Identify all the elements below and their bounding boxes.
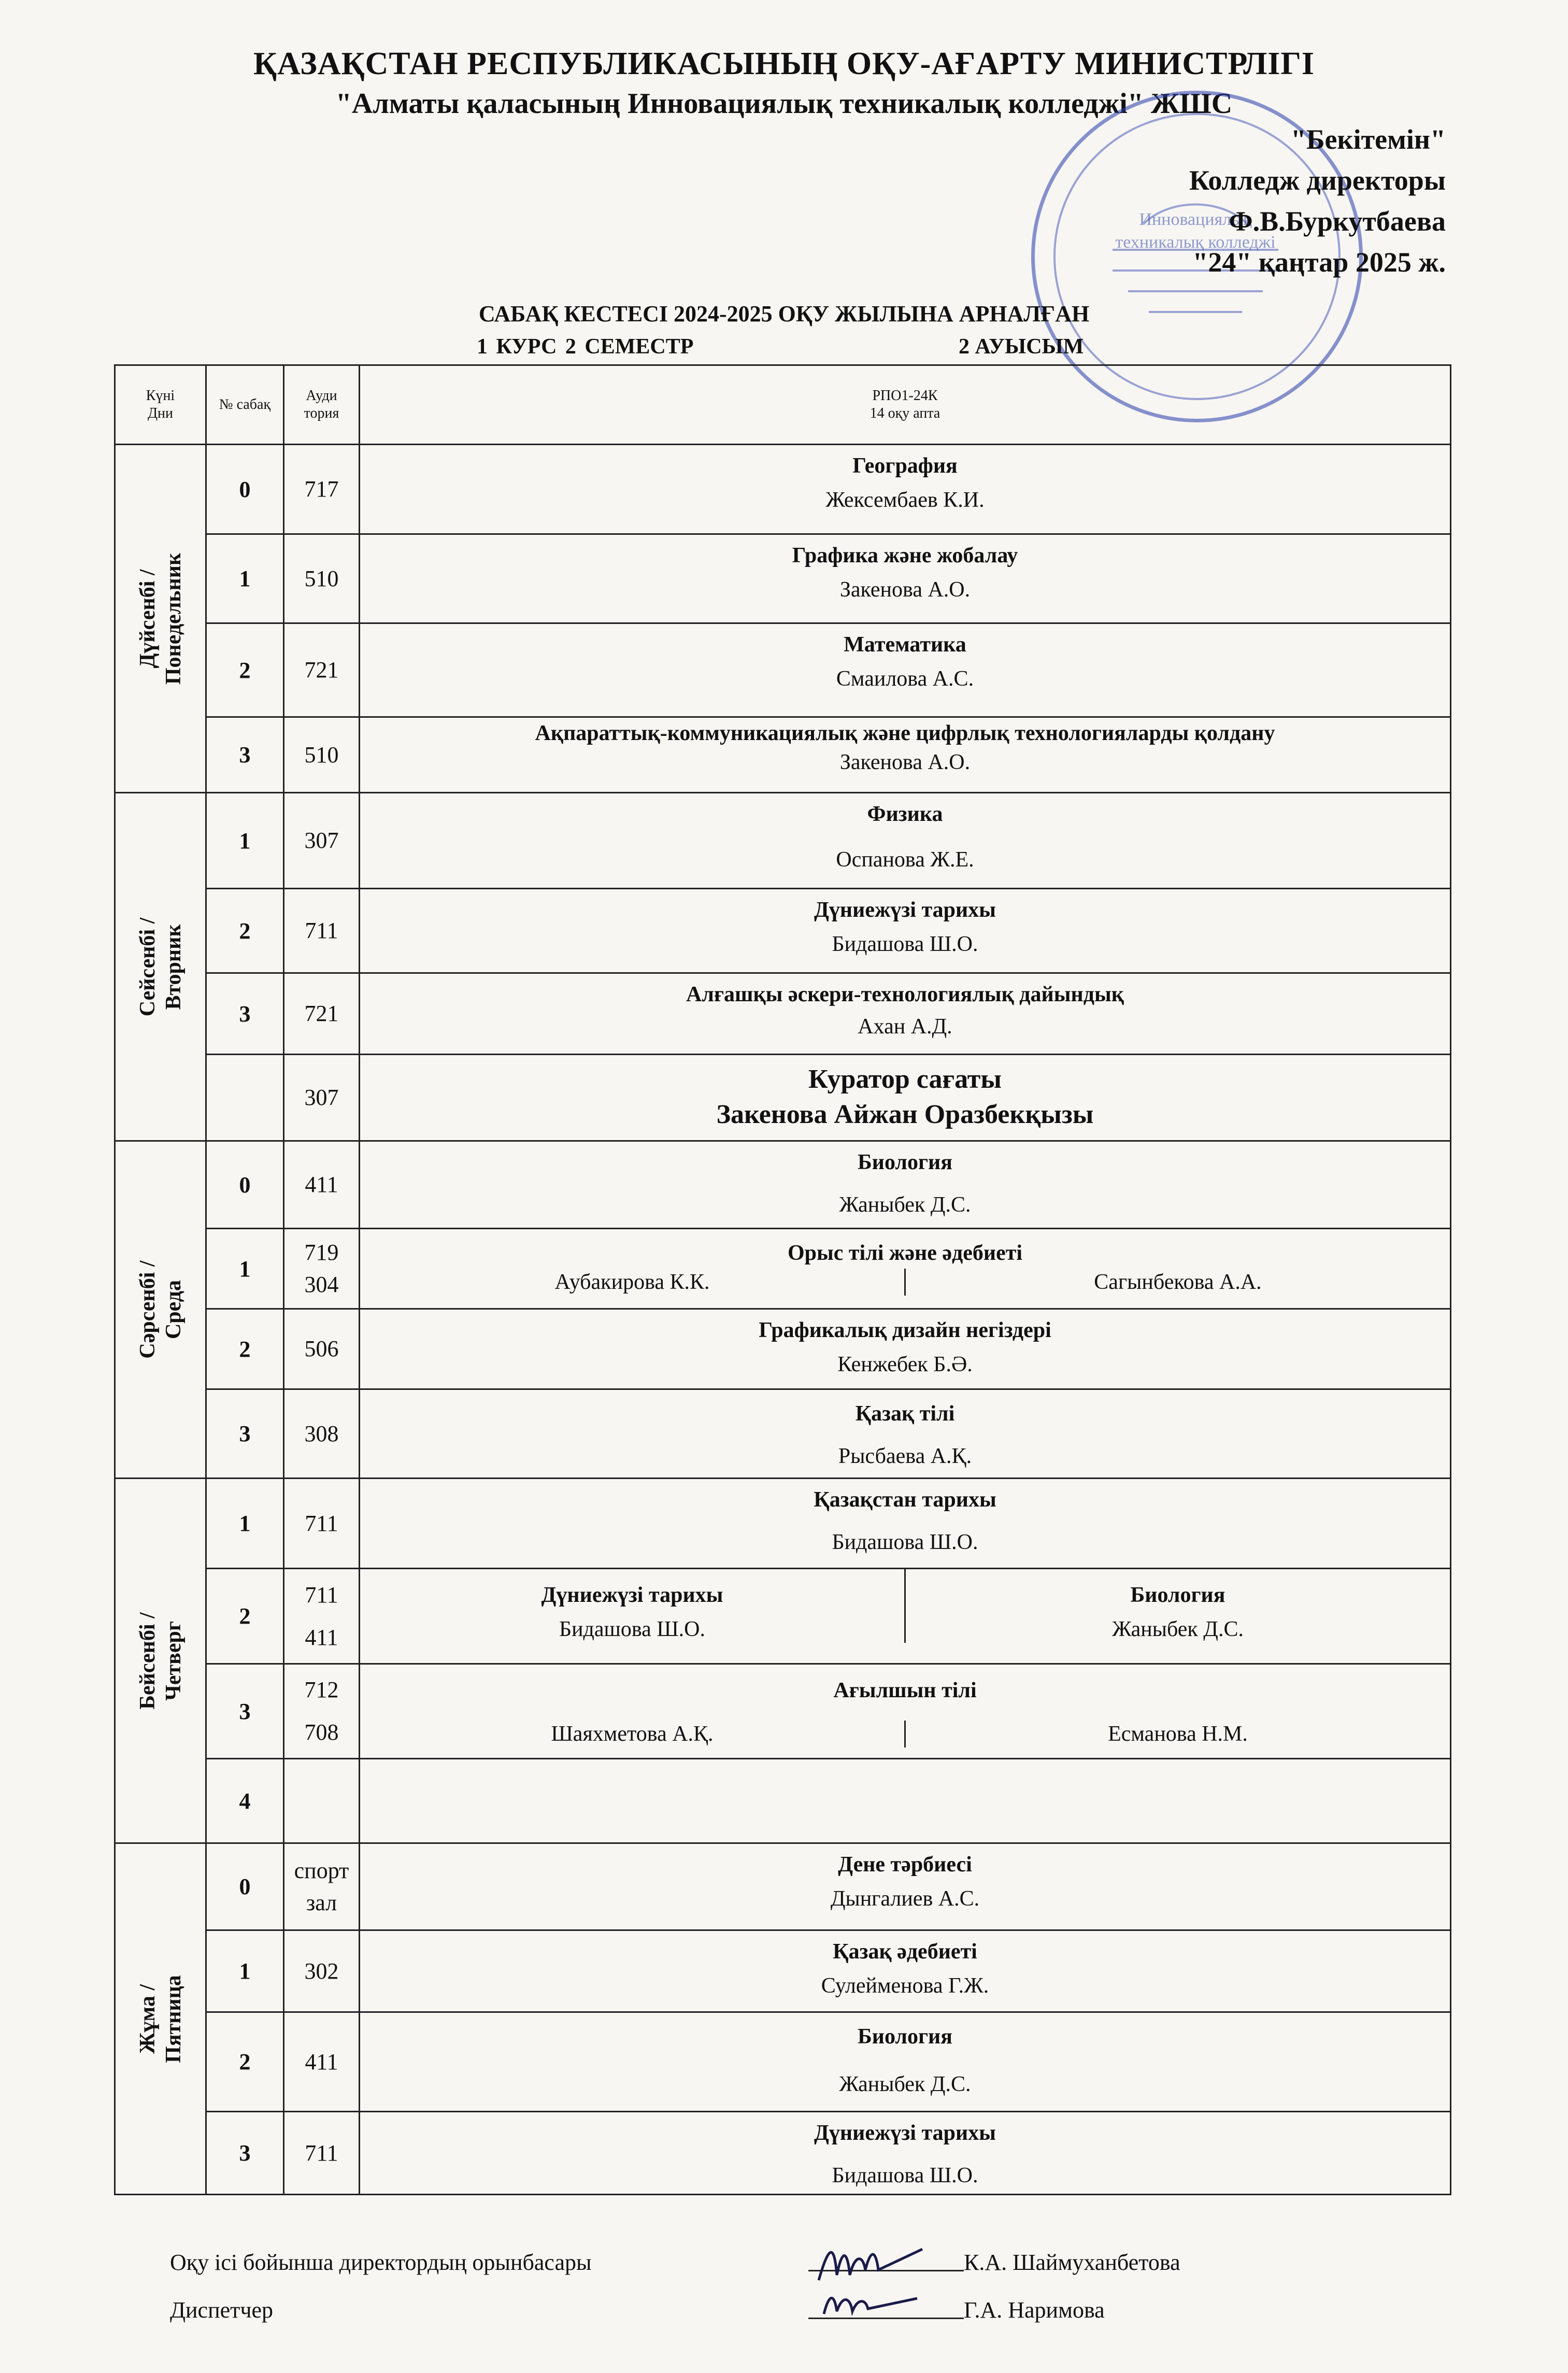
lesson-number: 3 <box>206 1389 284 1479</box>
course-semester: 1 КУРС 2 СЕМЕСТР <box>477 335 694 359</box>
subject-b: Биология <box>1130 1583 1225 1607</box>
subject-name: Дүниежүзі тарихы <box>814 2121 996 2145</box>
subject-name: Қазақстан тарихы <box>814 1488 996 1512</box>
approval-line-4: "24" қаңтар 2025 ж. <box>1192 247 1446 278</box>
day-cell-tuesday: Сейсенбі / Вторник <box>115 793 206 1141</box>
lesson-cell <box>360 1141 1451 1229</box>
stamp-text: Инновациялық техникалық колледжі <box>1115 210 1276 252</box>
subject-name: Ағылшын тілі <box>833 1679 977 1702</box>
room-a: 719 <box>304 1240 339 1265</box>
lesson-column-header: № сабақ <box>206 365 284 445</box>
group-column-header <box>360 365 1451 445</box>
room-cell <box>284 1843 360 1930</box>
table-row <box>115 1569 1451 1664</box>
dispatcher-signature-icon <box>819 2283 933 2324</box>
curator-hour-label: Куратор сағаты <box>808 1064 1002 1094</box>
subject-name: География <box>852 454 958 478</box>
lesson-cell <box>360 1930 1451 2012</box>
subject-name: Математика <box>844 633 966 657</box>
teacher-name: Бидашова Ш.О. <box>832 932 978 956</box>
lesson-cell <box>360 534 1451 623</box>
table-row <box>115 793 1451 889</box>
lesson-cell <box>360 623 1451 717</box>
subject-name: Қазақ әдебиеті <box>833 1940 977 1964</box>
subject-name: Графикалық дизайн негіздері <box>759 1318 1051 1342</box>
lesson-cell <box>360 1843 1451 1930</box>
table-row <box>115 623 1451 717</box>
group-name: РПО1-24К <box>872 388 938 404</box>
lesson-number: 2 <box>206 1309 284 1389</box>
room-cell: 711 <box>284 889 360 973</box>
teacher-name: Жексембаев К.И. <box>825 488 985 512</box>
table-row <box>115 2012 1451 2112</box>
teacher-name: Закенова А.О. <box>839 578 971 602</box>
table-row <box>115 1664 1451 1759</box>
day-cell-friday: Жұма / Пятница <box>115 1843 206 2195</box>
table-row <box>115 445 1451 534</box>
table-row <box>115 1843 1451 1930</box>
room-cell: 308 <box>284 1389 360 1479</box>
subject-name: Биология <box>858 2025 952 2049</box>
room-cell: 711 <box>284 2112 360 2195</box>
dispatcher-title: Диспетчер <box>170 2297 274 2323</box>
teacher-name: Сулейменова Г.Ж. <box>821 1974 989 1998</box>
teacher-name: Жаныбек Д.С. <box>839 1193 971 1217</box>
teacher-name: Жаныбек Д.С. <box>839 2072 971 2096</box>
table-header-row <box>115 365 1451 445</box>
teacher-name: Оспанова Ж.Е. <box>836 848 974 872</box>
subject-name: Графика және жобалау <box>792 544 1018 567</box>
subject-name: Физика <box>867 802 943 826</box>
lesson-cell <box>360 1479 1451 1569</box>
lesson-number: 0 <box>206 1843 284 1930</box>
subject-name: Қазақ тілі <box>855 1402 955 1426</box>
day-cell-monday: Дүйсенбі / Понедельник <box>115 445 206 793</box>
dispatcher-name: Г.А. Наримова <box>964 2297 1105 2323</box>
day-cell-thursday: Бейсенбі / Четверг <box>115 1479 206 1843</box>
subject-a: Дүниежүзі тарихы <box>541 1583 723 1607</box>
teacher-name: Смаилова А.С. <box>836 667 974 691</box>
lesson-cell <box>360 1389 1451 1479</box>
table-row <box>115 1141 1451 1229</box>
table-row <box>115 889 1451 973</box>
subject-name: Орыс тілі және әдебиеті <box>787 1241 1023 1265</box>
schedule-table <box>114 364 1451 2195</box>
approval-block <box>1189 119 1446 283</box>
college-title: "Алматы қаласының Инновациялық техникалық колледжі" ЖШС <box>335 88 1233 120</box>
teacher-name: Кенжебек Б.Ә. <box>837 1353 973 1376</box>
ministry-title: ҚАЗАҚСТАН РЕСПУБЛИКАСЫНЫҢ ОҚУ-АҒАРТУ МИНИСТРЛІГІ <box>253 46 1315 81</box>
room-cell <box>284 1229 360 1309</box>
teacher-a: Бидашова Ш.О. <box>559 1617 706 1641</box>
subject-name: Ақпараттық-коммуникациялық және цифрлық технологияларды қолдану <box>535 721 1275 745</box>
room-cell <box>284 1664 360 1759</box>
table-row <box>115 1309 1451 1389</box>
teacher-name: Закенова А.О. <box>839 750 971 774</box>
approval-line-1: "Бекітемін" <box>1290 124 1446 155</box>
room-a: 712 <box>304 1677 339 1702</box>
table-row <box>115 1479 1451 1569</box>
room-a: 711 <box>305 1582 338 1608</box>
lesson-number: 0 <box>206 1141 284 1229</box>
subject-name: Дене тәрбиесі <box>838 1853 972 1877</box>
lesson-number: 3 <box>206 1664 284 1759</box>
table-row <box>115 534 1451 623</box>
lesson-number: 4 <box>206 1759 284 1843</box>
room-cell: 721 <box>284 623 360 717</box>
teacher-a: Аубакирова К.К. <box>360 1269 906 1296</box>
table-row <box>115 2112 1451 2195</box>
room-cell: 506 <box>284 1309 360 1389</box>
deputy-title: Оқу ісі бойынша директордың орынбасары <box>170 2250 592 2275</box>
room-cell <box>284 1569 360 1664</box>
room-b: 708 <box>304 1720 339 1745</box>
room-cell: 717 <box>284 445 360 534</box>
lesson-cell <box>360 889 1451 973</box>
lesson-number: 3 <box>206 717 284 793</box>
lesson-cell-split <box>360 1664 1451 1759</box>
curator-hour-cell <box>360 1055 1451 1141</box>
teacher-b: Сагынбекова А.А. <box>1094 1270 1262 1294</box>
lesson-number: 2 <box>206 1569 284 1664</box>
lesson-number: 2 <box>206 889 284 973</box>
shift-label: 2 АУЫСЫМ <box>959 335 1084 359</box>
room-b: зал <box>306 1889 337 1915</box>
table-row <box>115 973 1451 1055</box>
room-cell: 307 <box>284 793 360 889</box>
lesson-number: 1 <box>206 1479 284 1569</box>
approval-line-2: Колледж директоры <box>1189 165 1446 196</box>
room-cell: 307 <box>284 1055 360 1141</box>
table-row <box>115 1389 1451 1479</box>
lesson-number: 1 <box>206 1930 284 2012</box>
lesson-half-b <box>906 1569 1450 1643</box>
room-b: 304 <box>304 1272 339 1297</box>
lesson-number: 3 <box>206 973 284 1055</box>
deputy-name: К.А. Шаймуханбетова <box>964 2250 1180 2275</box>
lesson-cell <box>360 445 1451 534</box>
lesson-cell <box>360 1309 1451 1389</box>
subject-name: Дүниежүзі тарихы <box>814 898 996 922</box>
table-row <box>115 717 1451 793</box>
lesson-cell <box>360 793 1451 889</box>
table-row <box>115 1759 1451 1843</box>
room-cell: 510 <box>284 534 360 623</box>
schedule-title: САБАҚ КЕСТЕСІ 2024-2025 ОҚУ ЖЫЛЫНА АРНАЛҒАН <box>478 301 1090 326</box>
lesson-number: 1 <box>206 793 284 889</box>
table-row <box>115 1930 1451 2012</box>
lesson-number: 0 <box>206 445 284 534</box>
lesson-cell <box>360 717 1451 793</box>
room-cell: 721 <box>284 973 360 1055</box>
lesson-number <box>206 1055 284 1141</box>
room-cell <box>284 1759 360 1843</box>
curator-name: Закенова Айжан Оразбекқызы <box>716 1100 1094 1129</box>
teacher-name: Бидашова Ш.О. <box>832 1530 978 1554</box>
lesson-number: 1 <box>206 534 284 623</box>
teacher-b: Жаныбек Д.С. <box>1112 1617 1244 1641</box>
day-column-header: Күні Дни <box>115 365 206 445</box>
room-cell: 411 <box>284 1141 360 1229</box>
room-cell: 302 <box>284 1930 360 2012</box>
lesson-cell <box>360 2112 1451 2195</box>
subject-name: Алғашқы әскери-технологиялық дайындық <box>686 983 1124 1006</box>
teacher-name: Ахан А.Д. <box>858 1015 952 1039</box>
lesson-cell <box>360 2012 1451 2112</box>
lesson-number: 2 <box>206 623 284 717</box>
approval-line-3: Ф.В.Буркутбаева <box>1229 206 1446 237</box>
room-a: спорт <box>294 1857 349 1883</box>
teacher-name: Дынгалиев А.С. <box>830 1887 980 1911</box>
study-weeks: 14 оқу апта <box>869 405 940 421</box>
day-cell-wednesday: Сәрсенбі / Среда <box>115 1141 206 1479</box>
lesson-number: 1 <box>206 1229 284 1309</box>
lesson-number: 3 <box>206 2112 284 2195</box>
lesson-cell-empty <box>360 1759 1451 1843</box>
teacher-name: Рысбаева А.Қ. <box>838 1444 972 1468</box>
lesson-cell-split <box>360 1229 1451 1309</box>
table-row <box>115 1055 1451 1141</box>
room-cell: 411 <box>284 2012 360 2112</box>
room-b: 411 <box>305 1624 338 1650</box>
teacher-name: Бидашова Ш.О. <box>832 2164 978 2187</box>
lesson-cell-split <box>360 1569 1451 1664</box>
room-cell: 711 <box>284 1479 360 1569</box>
room-column-header: Ауди тория <box>284 365 360 445</box>
room-cell: 510 <box>284 717 360 793</box>
lesson-number: 2 <box>206 2012 284 2112</box>
lesson-half-a <box>360 1569 906 1643</box>
teacher-a: Шаяхметова А.Қ. <box>360 1721 906 1747</box>
lesson-cell <box>360 973 1451 1055</box>
teacher-b: Есманова Н.М. <box>1108 1722 1248 1746</box>
table-row <box>115 1229 1451 1309</box>
subject-name: Биология <box>858 1150 952 1174</box>
